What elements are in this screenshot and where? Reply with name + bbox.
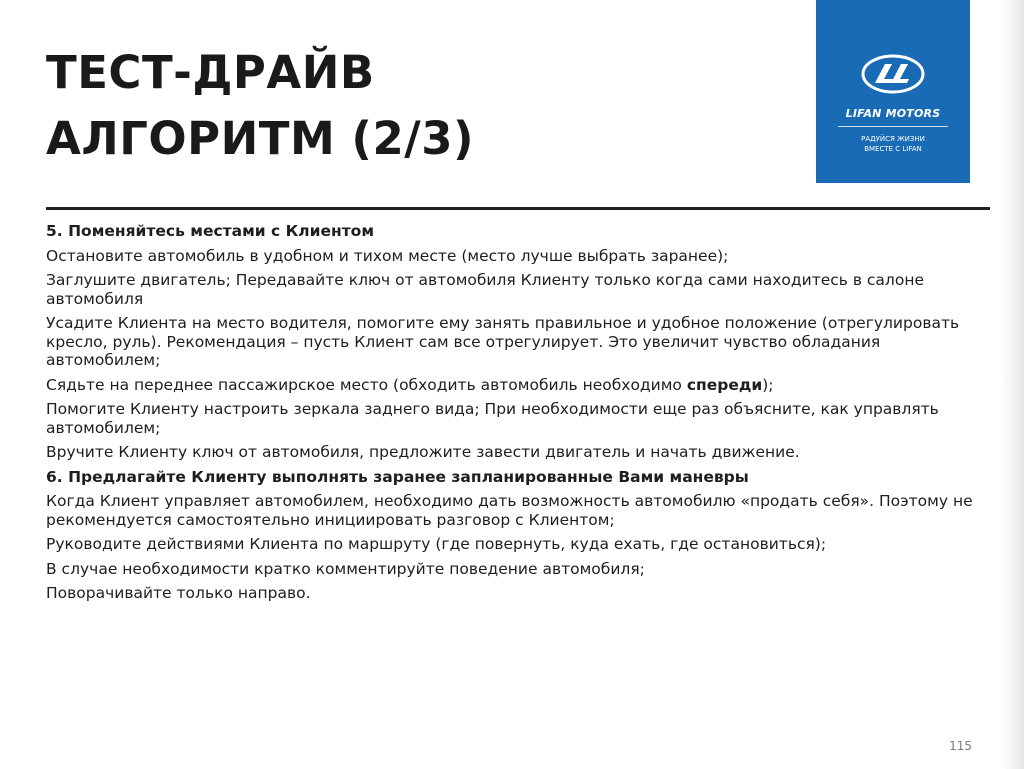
logo-slogan-line-2: ВМЕСТЕ С LIFAN — [864, 145, 922, 153]
page-number: 115 — [949, 739, 972, 753]
logo-divider — [838, 126, 948, 127]
logo-brand-name: LIFAN MOTORS — [845, 107, 941, 120]
title-line-1: ТЕСТ-ДРАЙВ — [46, 46, 375, 99]
slide-title — [46, 40, 474, 172]
step5-item-3: Усадите Клиента на место водителя, помогите ему занять правильное и удобное положение (отрегулировать кресло, руль). Рекомендация – пусть Клиент сам все отрегулирует. Это увеличит чувство обладания автомобилем; — [46, 314, 960, 369]
slide-body — [46, 222, 976, 609]
title-line-2: АЛГОРИТМ (2/3) — [46, 112, 475, 165]
step6-item-2: Руководите действиями Клиента по маршруту (где повернуть, куда ехать, где остановиться); — [46, 535, 827, 553]
step6-heading: 6. Предлагайте Клиенту выполнять заранее запланированные Вами маневры — [46, 467, 749, 486]
logo-slogan-line-1: РАДУЙСЯ ЖИЗНИ — [861, 135, 925, 143]
step5-item-5: Помогите Клиенту настроить зеркала заднего вида; При необходимости еще раз объясните, как управлять автомобилем; — [46, 400, 939, 437]
step6-item-3: В случае необходимости кратко комментируйте поведение автомобиля; — [46, 559, 645, 578]
step6-item-4: Поворачивайте только направо. — [46, 584, 311, 602]
slide-edge-shadow — [1002, 0, 1024, 769]
step5-item-4 — [46, 376, 976, 395]
step5-item-2: Заглушите двигатель; Передавайте ключ от автомобиля Клиенту только когда сами находитесь в салоне автомобиля — [46, 271, 924, 308]
seat-text-before: Сядьте на переднее пассажирское место (обходить автомобиль необходимо — [46, 375, 687, 394]
title-divider — [46, 207, 990, 210]
step5-heading: 5. Поменяйтесь местами с Клиентом — [46, 222, 375, 240]
seat-text-bold: спереди — [686, 375, 763, 394]
step5-item-6: Вручите Клиенту ключ от автомобиля, предложите завести двигатель и начать движение. — [46, 443, 800, 461]
step5-item-1: Остановите автомобиль в удобном и тихом месте (место лучше выбрать заранее); — [46, 246, 729, 265]
seat-text-after: ); — [762, 375, 774, 394]
step6-item-1: Когда Клиент управляет автомобилем, необходимо дать возможность автомобилю «продать себя». Поэтому не рекомендуется самостоятельно инициировать разговор с Клиентом; — [46, 492, 973, 529]
lifan-logo-box — [816, 0, 970, 183]
lifan-emblem-icon — [861, 54, 925, 94]
